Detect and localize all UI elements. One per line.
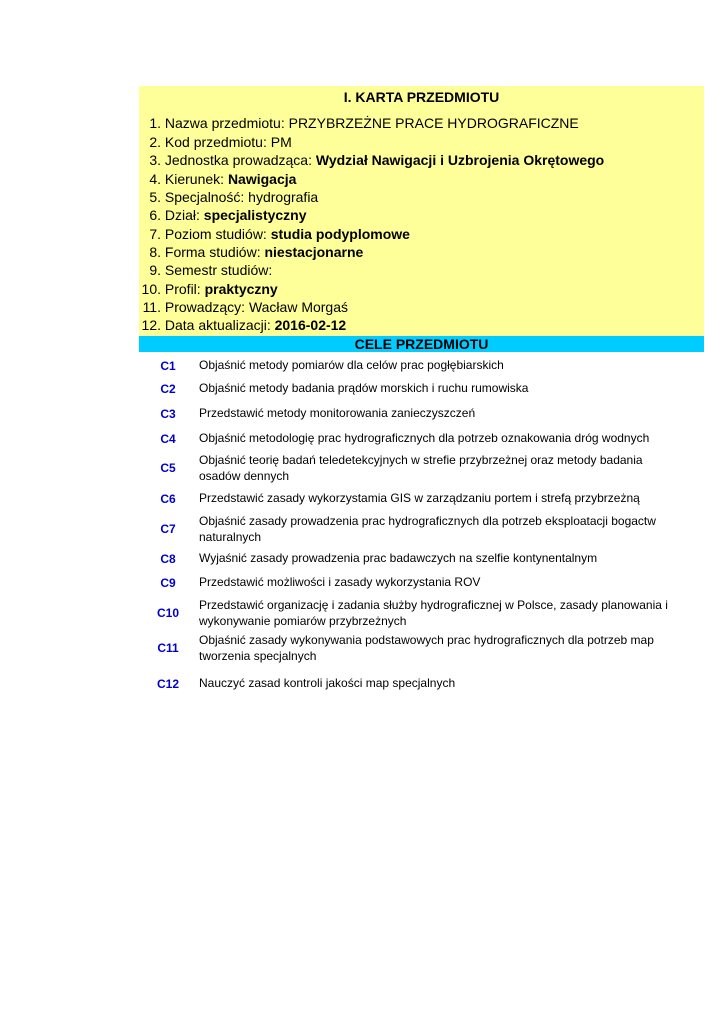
item-number: 7.	[149, 226, 161, 242]
item-value: niestacjonarne	[264, 244, 364, 260]
goal-text: Objaśnić zasady prowadzenia prac hydrograficznych dla potrzeb eksploatacji bogactw naturalnych	[199, 514, 656, 544]
item-nazwa	[139, 114, 704, 132]
item-number: 2.	[149, 134, 161, 150]
goal-text: Przedstawić organizację i zadania służby hydrograficznej w Polsce, zasady planowania i wykonywanie pomiarów przybrzeżnych	[199, 598, 668, 628]
goal-text: Objaśnić metody pomiarów dla celów prac pogłębiarskich	[199, 358, 504, 372]
item-value: praktyczny	[204, 281, 278, 297]
goal-text: Przedstawić możliwości i zasady wykorzystania ROV	[199, 575, 481, 589]
goal-code: C8	[160, 552, 176, 566]
item-label: Poziom studiów:	[164, 226, 267, 242]
goal-text: Objaśnić metody badania prądów morskich i ruchu rumowiska	[199, 381, 529, 395]
item-label: Semestr studiów:	[164, 262, 273, 278]
goal-text: Objaśnić teorię badań teledetekcyjnych w strefie przybrzeżnej oraz metody badania osadów dennych	[199, 453, 643, 483]
item-label: Prowadzący:	[164, 299, 246, 315]
item-value: 2016-02-12	[274, 317, 347, 333]
goal-text: Objaśnić zasady wykonywania podstawowych prac hydrograficznych dla potrzeb map tworzenia specjalnych	[199, 633, 654, 663]
item-label: Nazwa przedmiotu:	[164, 115, 285, 131]
item-number: 11.	[142, 299, 161, 315]
goal-code: C3	[160, 407, 176, 421]
goal-code: C10	[156, 606, 179, 620]
goal-text: Nauczyć zasad kontroli jakości map specjalnych	[199, 676, 456, 690]
item-value: Wacław Morgaś	[248, 299, 348, 315]
item-number: 3.	[149, 152, 161, 168]
item-jednostka	[139, 151, 704, 169]
item-kod	[139, 133, 704, 151]
item-number: 9.	[149, 262, 161, 278]
item-label: Kierunek:	[164, 171, 225, 187]
item-number: 12.	[141, 317, 161, 333]
item-value: PRZYBRZEŻNE PRACE HYDROGRAFICZNE	[288, 115, 579, 131]
item-specjalnosc	[139, 188, 704, 206]
goal-code: C1	[160, 359, 176, 373]
item-value: PM	[270, 134, 292, 150]
item-poziom	[139, 225, 704, 243]
item-label: Specjalność:	[164, 189, 245, 205]
item-label: Profil:	[164, 281, 201, 297]
item-number: 6.	[149, 207, 161, 223]
goal-text: Przedstawić metody monitorowania zanieczyszczeń	[199, 406, 476, 420]
item-value: specjalistyczny	[203, 207, 307, 223]
item-value: studia podyplomowe	[270, 226, 410, 242]
item-number: 5.	[149, 189, 161, 205]
item-number: 1.	[149, 115, 161, 131]
item-label: Kod przedmiotu:	[164, 134, 267, 150]
section-title: CELE PRZEDMIOTU	[354, 336, 489, 352]
section-title: I. KARTA PRZEDMIOTU	[343, 89, 500, 105]
goal-code: C6	[160, 492, 176, 506]
item-forma	[139, 243, 704, 261]
item-semestr	[139, 261, 704, 279]
goal-text: Objaśnić metodologię prac hydrograficznych dla potrzeb oznakowania dróg wodnych	[199, 431, 650, 445]
item-number: 4.	[149, 171, 161, 187]
goal-code: C11	[157, 641, 179, 655]
goal-code: C4	[160, 432, 176, 446]
item-label: Dział:	[164, 207, 200, 223]
cele-przedmiotu-header	[139, 336, 704, 352]
item-value: Nawigacja	[227, 171, 297, 187]
goal-code: C2	[160, 382, 176, 396]
item-dzial	[139, 206, 704, 224]
goal-code: C9	[160, 576, 176, 590]
item-number: 8.	[149, 244, 161, 260]
goal-text: Przedstawić zasady wykorzystamia GIS w zarządzaniu portem i strefą przybrzeżną	[199, 491, 640, 505]
item-label: Jednostka prowadząca:	[164, 152, 312, 168]
item-label: Data aktualizacji:	[164, 317, 271, 333]
item-value: hydrografia	[248, 189, 319, 205]
item-profil	[139, 280, 704, 298]
item-value: Wydział Nawigacji i Uzbrojenia Okrętowego	[315, 152, 605, 168]
goal-code: C5	[160, 461, 176, 475]
goal-code: C7	[160, 522, 176, 536]
item-kierunek	[139, 170, 704, 188]
item-prowadzacy	[139, 298, 704, 316]
goal-text: Wyjaśnić zasady prowadzenia prac badawczych na szelfie kontynentalnym	[199, 551, 598, 565]
item-number: 10.	[141, 281, 161, 297]
item-label: Forma studiów:	[164, 244, 261, 260]
goal-code: C12	[156, 677, 179, 691]
item-data-aktualizacji	[139, 316, 704, 334]
karta-przedmiotu-section	[139, 86, 704, 336]
